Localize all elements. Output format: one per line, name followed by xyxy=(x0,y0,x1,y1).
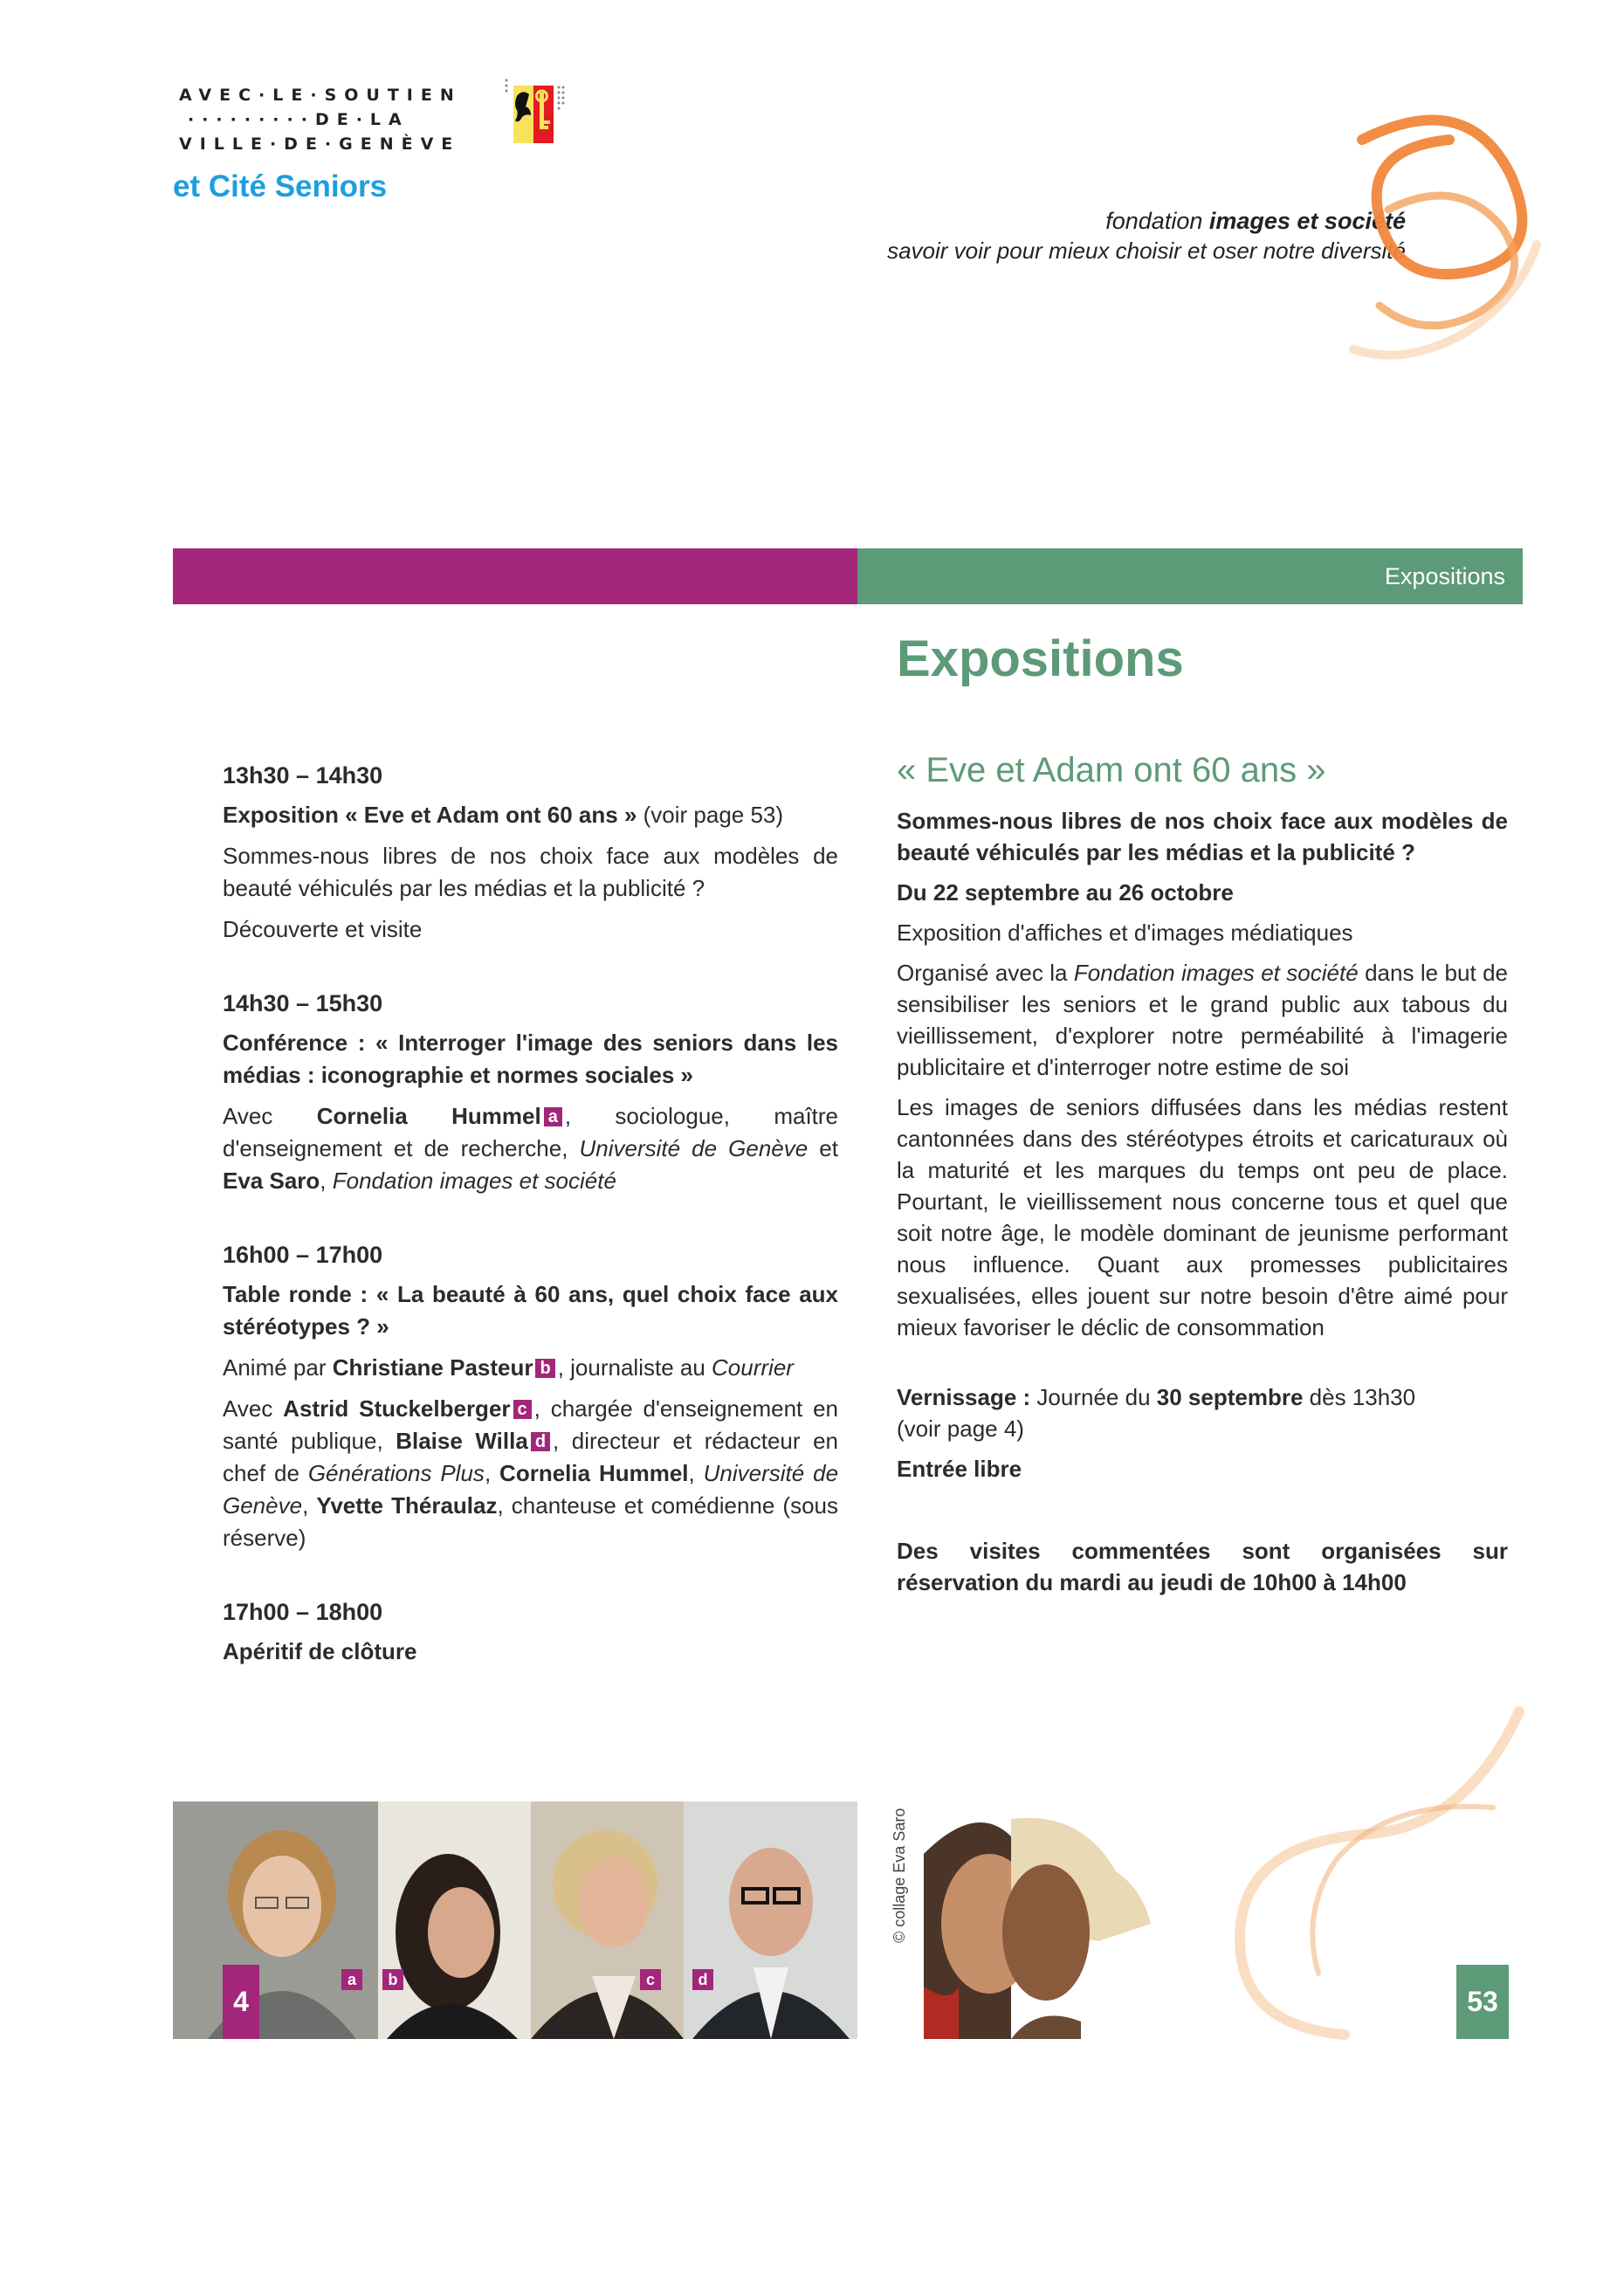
photo-badge-a: a xyxy=(341,1969,362,1990)
geneva-crest-logo xyxy=(471,77,568,155)
program-column xyxy=(223,760,838,1677)
text: , directeur et rédacteur en chef de xyxy=(223,1428,838,1486)
exhibition-dates: Du 22 septembre au 26 octobre xyxy=(897,879,1234,906)
photo-badge: a xyxy=(544,1107,562,1126)
publication: Courrier xyxy=(712,1354,794,1381)
session-2-time: 14h30 – 15h30 xyxy=(223,990,383,1016)
session-4-time: 17h00 – 18h00 xyxy=(223,1599,383,1625)
photo-badge: b xyxy=(535,1359,554,1378)
text: Avec xyxy=(223,1395,284,1422)
section-title: Expositions xyxy=(897,630,1184,687)
speaker-name: Eva Saro xyxy=(223,1168,320,1194)
exhibition-question: Sommes-nous libres de nos choix face aux modèles de beauté véhiculés par les médias et la publicité ? xyxy=(897,808,1508,865)
photo-badge: d xyxy=(531,1432,550,1451)
support-line-2: ·········DE·LA xyxy=(188,110,409,129)
speaker-name: Cornelia Hummel xyxy=(499,1460,689,1486)
photo-badge-c: c xyxy=(640,1969,661,1990)
text: Organisé avec la xyxy=(897,960,1074,986)
vernissage-label: Vernissage : xyxy=(897,1384,1031,1410)
publication: Générations Plus xyxy=(307,1460,485,1486)
support-text xyxy=(179,83,467,156)
speaker-name: Blaise Willa xyxy=(396,1428,528,1454)
guided-visits: Des visites commentées sont organisées sur réservation du mardi au jeudi de 10h00 à 14h00 xyxy=(897,1538,1508,1595)
collage-image xyxy=(924,1801,1160,2039)
photo-badge-d: d xyxy=(692,1969,713,1990)
text: dès 13h30 xyxy=(1303,1384,1416,1410)
text: , chargée d'enseignement en santé publique, xyxy=(223,1395,838,1454)
banner-magenta xyxy=(173,548,857,604)
banner-label: Expositions xyxy=(1384,563,1505,589)
session-2-title: Conférence : « Interroger l'image des seniors dans les médias : iconographie et normes sociales » xyxy=(223,1030,838,1088)
speaker-name: Christiane Pasteur xyxy=(332,1354,533,1381)
fondation-tagline: savoir voir pour mieux choisir et oser notre diversité xyxy=(887,238,1406,264)
exhibition-organisation xyxy=(897,957,1508,1083)
text: Journée du xyxy=(1030,1384,1157,1410)
institution: Université de Genève xyxy=(223,1460,839,1519)
text: dans le but de sensibiliser les seniors et le grand public aux tabous du vieillissement, d'explorer notre perméabilité à l'imagerie publicitaire et d'interroger notre estime de soi xyxy=(897,960,1509,1080)
institution: Université de Genève xyxy=(579,1135,809,1161)
text: , xyxy=(484,1460,500,1486)
photo-blaise-willa xyxy=(684,1801,857,2039)
institution: Fondation images et société xyxy=(332,1168,616,1194)
text: , sociologue, maître d'enseignement et de recherche, xyxy=(223,1103,839,1161)
speaker-name: Astrid Stuckelberger xyxy=(283,1395,511,1422)
session-4-title: Apéritif de clôture xyxy=(223,1638,417,1664)
text: Animé par xyxy=(223,1354,333,1381)
text: , xyxy=(302,1492,317,1519)
session-1-title-ref: (voir page 53) xyxy=(637,802,784,828)
text: , journaliste au xyxy=(557,1354,712,1381)
vernissage-info xyxy=(897,1381,1508,1413)
fondation-title: images et société xyxy=(1208,208,1406,234)
speaker-name: Cornelia Hummel xyxy=(316,1103,541,1129)
photo-badge-b: b xyxy=(382,1969,403,1990)
text: et xyxy=(808,1135,838,1161)
session-3-moderator xyxy=(223,1352,838,1384)
vernissage-date: 30 septembre xyxy=(1156,1384,1304,1410)
session-3-time: 16h00 – 17h00 xyxy=(223,1242,383,1268)
fondation-ref: Fondation images et société xyxy=(1073,960,1359,986)
text: , chanteuse et comédienne (sous réserve) xyxy=(223,1492,838,1551)
photo-christiane-pasteur xyxy=(378,1801,531,2039)
page-number-right: 53 xyxy=(1456,1965,1509,2039)
page-number-left: 4 xyxy=(223,1965,259,2039)
exhibition-column xyxy=(897,629,1508,1607)
orange-ribbon-decoration xyxy=(1336,105,1563,367)
exhibition-title: « Eve et Adam ont 60 ans » xyxy=(897,751,1326,789)
exhibition-type: Exposition d'affiches et d'images médiatiques xyxy=(897,920,1353,946)
support-line-3: VILLE·DE·GENÈVE xyxy=(179,134,461,154)
text: , xyxy=(688,1460,704,1486)
speaker-name: Yvette Théraulaz xyxy=(316,1492,498,1519)
session-3-title: Table ronde : « La beauté à 60 ans, quel choix face aux stéréotypes ? » xyxy=(223,1281,838,1340)
fondation-prefix: fondation xyxy=(1105,208,1203,234)
exhibition-description: Les images de seniors diffusées dans les médias restent cantonnées dans des stéréotypes étroits et caricaturaux où la maturité et les marques du temps ont peu de place. Pourtant, le vieillissement nous concerne tous et quel que soit notre âge, le modèle dominant de jeunisme performant nous influence. Quant aux promesses publicitaires sexualisées, elles jouent sur notre besoin d'être aimé pour mieux favoriser le déclic de consommation xyxy=(897,1094,1508,1340)
photo-credit: © collage Eva Saro xyxy=(891,1808,908,1943)
session-1-title xyxy=(223,799,838,831)
session-3-panelists xyxy=(223,1393,838,1554)
session-1-title-bold: Exposition « Eve et Adam ont 60 ans » xyxy=(223,802,637,828)
text: , xyxy=(320,1168,333,1194)
support-line-1: AVEC·LE·SOUTIEN xyxy=(179,86,462,105)
session-1-description: Sommes-nous libres de nos choix face aux modèles de beauté véhiculés par les médias et la publicité ? xyxy=(223,843,838,901)
photo-badge: c xyxy=(513,1400,532,1419)
text: Avec xyxy=(223,1103,317,1129)
banner-green xyxy=(857,548,1523,604)
entry-free: Entrée libre xyxy=(897,1456,1022,1482)
cite-seniors-label: et Cité Seniors xyxy=(173,169,388,203)
vernissage-page-ref: (voir page 4) xyxy=(897,1416,1024,1442)
photo-astrid-stuckelberger xyxy=(531,1801,684,2039)
session-1-time: 13h30 – 14h30 xyxy=(223,762,383,789)
session-1-note: Découverte et visite xyxy=(223,916,423,942)
session-2-speakers xyxy=(223,1100,838,1197)
speaker-photos xyxy=(173,1801,857,2039)
photo-cornelia-hummel xyxy=(173,1801,378,2039)
